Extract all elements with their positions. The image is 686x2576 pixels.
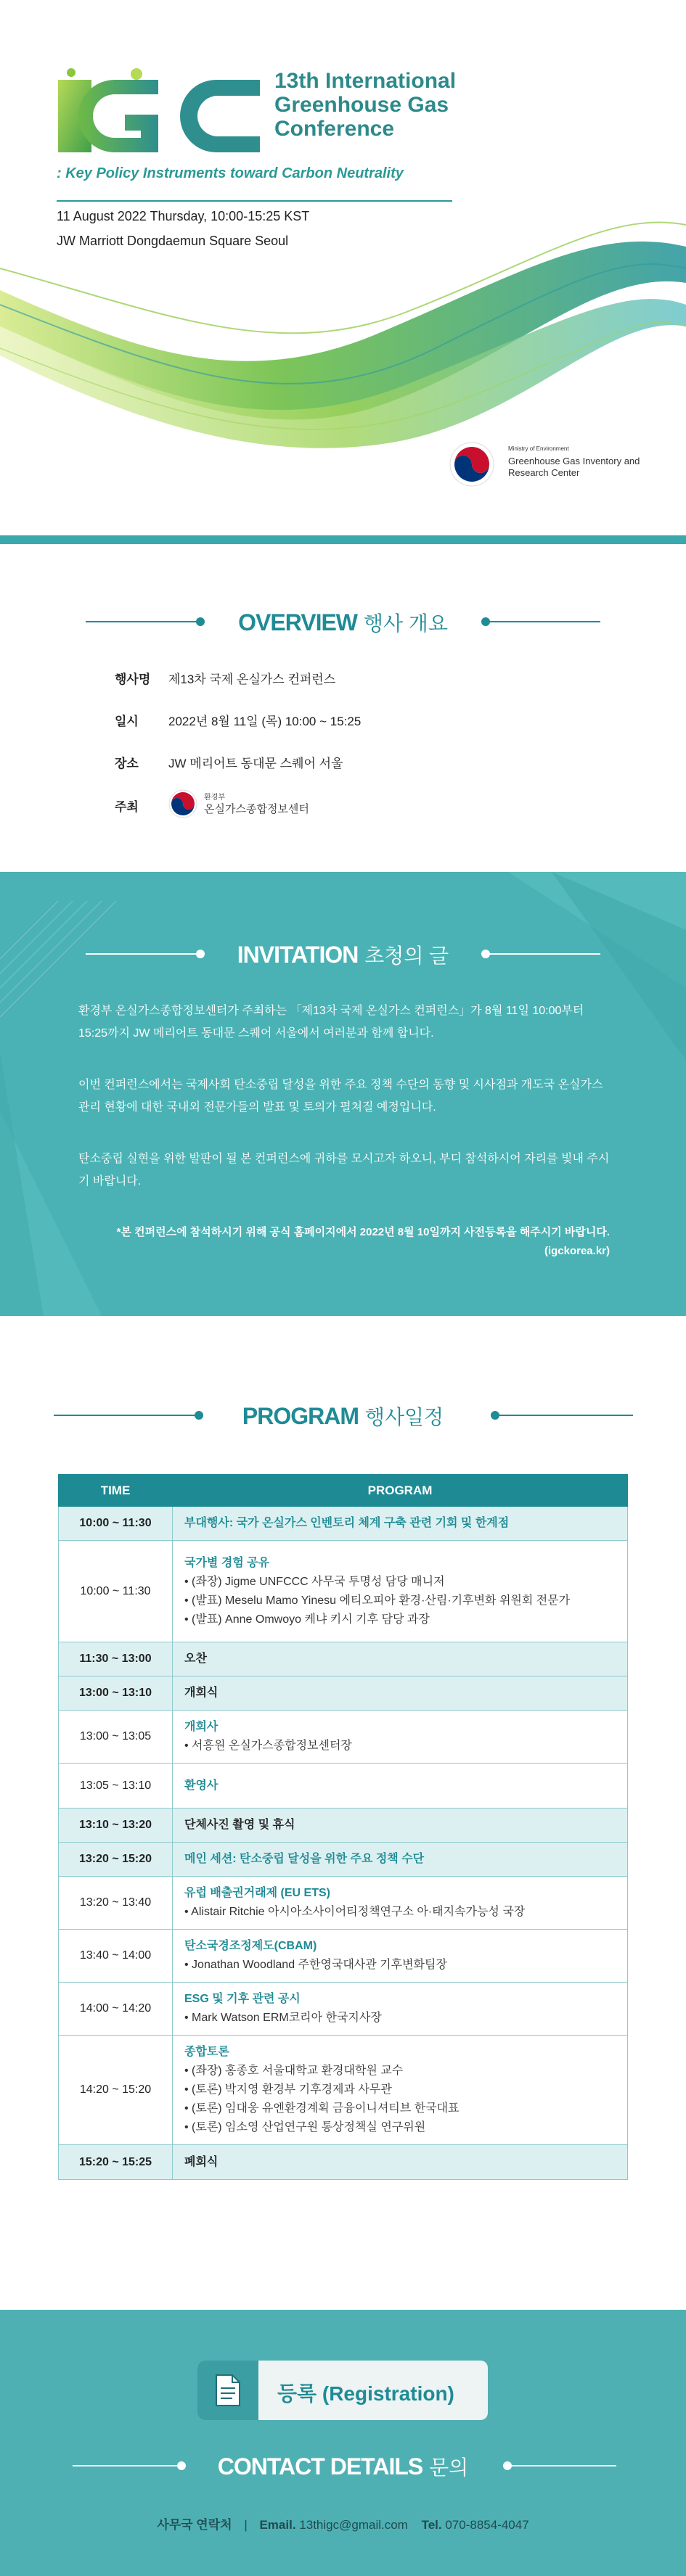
program-content <box>173 2145 628 2180</box>
registration-button[interactable] <box>197 2361 488 2420</box>
overview-value: 2022년 8월 11일 (목) 10:00 ~ 15:25 <box>168 715 362 728</box>
session-title: 탄소국경조정제도(CBAM) <box>184 1940 317 1952</box>
overview-row-venue <box>115 753 343 771</box>
program-column-header: PROGRAM <box>173 1475 628 1507</box>
program-row <box>59 1642 628 1676</box>
session-title: 단체사진 촬영 및 휴식 <box>184 1819 295 1831</box>
program-time: 13:05 ~ 13:10 <box>59 1764 173 1808</box>
overview-key: 주최 <box>115 800 139 814</box>
header-divider <box>57 200 452 202</box>
program-time: 14:00 ~ 14:20 <box>59 1983 173 2036</box>
ministry-logo <box>449 441 666 487</box>
time-column-header: TIME <box>59 1475 173 1507</box>
footer-section <box>0 2310 686 2576</box>
invitation-paragraph: 환경부 온실가스종합정보센터가 주최하는 「제13차 국제 온실가스 컨퍼런스」가 8월 11일 10:00부터 15:25까지 JW 메리어트 동대문 스퀘어 서울에서 여러분과 함께 합니다. <box>78 1005 584 1040</box>
overview-heading <box>0 604 686 640</box>
contact-title-ko: 문의 <box>429 2456 469 2479</box>
session-title: 국가별 경험 공유 <box>184 1556 270 1569</box>
program-time: 10:00 ~ 11:30 <box>59 1507 173 1541</box>
overview-row-host <box>115 797 168 815</box>
overview-value: JW 메리어트 동대문 스퀘어 서울 <box>168 757 343 770</box>
session-speaker: • Jonathan Woodland 주한영국대사관 기후변화팀장 <box>184 1956 616 1975</box>
contact-title-en: CONTACT DETAILS <box>217 2453 423 2480</box>
program-content <box>173 1507 628 1541</box>
program-time: 13:20 ~ 13:40 <box>59 1877 173 1930</box>
program-section <box>0 1316 686 2310</box>
conference-title <box>274 69 456 141</box>
session-title: 유럽 배출권거래제 (EU ETS) <box>184 1887 330 1899</box>
host-ministry-label: 환경부 <box>204 794 225 802</box>
conference-title-line-2: Greenhouse Gas <box>274 93 449 117</box>
tel-label: Tel. <box>421 2518 442 2532</box>
igc-logo <box>57 67 266 155</box>
ministry-center-name: Greenhouse Gas Inventory and Research Center <box>508 456 640 478</box>
session-speaker: • Alistair Ritchie 아시아소사이어티정책연구소 아·태지속가능성 국장 <box>184 1903 616 1922</box>
program-row <box>59 1983 628 2036</box>
event-date: 11 August 2022 Thursday, 10:00-15:25 KST <box>57 209 310 223</box>
program-row <box>59 1764 628 1808</box>
overview-section <box>0 546 686 872</box>
document-icon <box>215 2374 241 2407</box>
taegeuk-emblem-icon <box>449 441 495 487</box>
program-row <box>59 2145 628 2180</box>
program-content <box>173 1764 628 1808</box>
host-center-name: 온실가스종합정보센터 <box>204 803 309 815</box>
ministry-label: Ministry of Environment <box>508 445 569 452</box>
program-content <box>173 1877 628 1930</box>
overview-title-en: OVERVIEW <box>238 609 357 635</box>
program-content <box>173 2036 628 2145</box>
program-content <box>173 1642 628 1676</box>
program-row <box>59 1541 628 1642</box>
session-title: 부대행사: 국가 온실가스 인벤토리 체계 구축 관련 기회 및 한계점 <box>184 1517 510 1529</box>
session-speaker: • Mark Watson ERM코리아 한국지사장 <box>184 2009 616 2028</box>
registration-notice: *본 컨퍼런스에 참석하시기 위해 공식 홈페이지에서 2022년 8월 10일까지 사전등록을 해주시기 바랍니다. <box>116 1226 610 1238</box>
program-title-en: PROGRAM <box>242 1403 359 1429</box>
session-title: 개회사 <box>184 1721 219 1733</box>
program-content <box>173 1711 628 1764</box>
session-title: 종합토론 <box>184 2046 229 2058</box>
session-title: 폐회식 <box>184 2155 219 2168</box>
program-content <box>173 1808 628 1843</box>
invitation-heading <box>0 936 686 972</box>
taegeuk-emblem-icon <box>168 789 197 818</box>
program-content <box>173 1983 628 2036</box>
email-address[interactable]: 13thigc@gmail.com <box>299 2518 408 2532</box>
session-speaker: • (좌장) 홍종호 서울대학교 환경대학원 교수 <box>184 2062 616 2081</box>
registration-label: 등록 (Registration) <box>277 2382 454 2405</box>
conference-title-line-1: 13th International <box>274 69 457 93</box>
program-row <box>59 1711 628 1764</box>
invitation-section <box>0 872 686 1316</box>
session-speaker: • (발표) Anne Omwoyo 케냐 키시 기후 담당 과장 <box>184 1610 616 1629</box>
overview-title-ko: 행사 개요 <box>363 612 448 635</box>
program-time: 11:30 ~ 13:00 <box>59 1642 173 1676</box>
session-speaker: • (토론) 임대웅 유엔환경계획 금융이니셔티브 한국대표 <box>184 2099 616 2118</box>
program-time: 13:00 ~ 13:10 <box>59 1676 173 1711</box>
program-time: 13:40 ~ 14:00 <box>59 1930 173 1983</box>
registration-website: (igckorea.kr) <box>544 1245 610 1257</box>
header-section <box>0 0 686 544</box>
overview-key: 행사명 <box>115 672 151 686</box>
email-label: Email. <box>259 2518 296 2532</box>
table-header-row <box>59 1475 628 1507</box>
program-row <box>59 1877 628 1930</box>
overview-key: 일시 <box>115 715 139 728</box>
overview-row-name <box>115 669 335 687</box>
program-title-ko: 행사일정 <box>364 1406 444 1428</box>
session-title: 환영사 <box>184 1779 219 1792</box>
program-time: 14:20 ~ 15:20 <box>59 2036 173 2145</box>
contact-heading <box>0 2448 686 2484</box>
overview-value: 제13차 국제 온실가스 컨퍼런스 <box>168 672 336 686</box>
session-title: 오찬 <box>184 1653 207 1665</box>
session-title: 개회식 <box>184 1687 219 1699</box>
program-time: 15:20 ~ 15:25 <box>59 2145 173 2180</box>
program-content <box>173 1930 628 1983</box>
invitation-title-en: INVITATION <box>237 942 359 968</box>
invitation-paragraph: 탄소중립 실현을 위한 발판이 될 본 컨퍼런스에 귀하를 모시고자 하오니, 부디 참석하시어 자리를 빛내 주시기 바랍니다. <box>78 1153 610 1188</box>
session-title: ESG 및 기후 관련 공시 <box>184 1993 301 2005</box>
program-content <box>173 1843 628 1877</box>
session-speaker: • (토론) 박지영 환경부 기후경제과 사무관 <box>184 2081 616 2099</box>
overview-key: 장소 <box>115 757 139 770</box>
program-row <box>59 1930 628 1983</box>
program-row <box>59 1676 628 1711</box>
session-speaker: • (토론) 임소영 산업연구원 통상정책실 연구위원 <box>184 2118 616 2137</box>
invitation-paragraph: 이번 컨퍼런스에서는 국제사회 탄소중립 달성을 위한 주요 정책 수단의 동향 및 시사점과 개도국 온실가스 관리 현황에 대한 국내외 전문가들의 발표 및 토의가 펼쳐질 예정입니다. <box>78 1079 603 1114</box>
contact-details <box>0 2514 686 2532</box>
program-heading <box>0 1397 686 1433</box>
program-row <box>59 1808 628 1843</box>
office-label: 사무국 연락처 <box>157 2518 232 2532</box>
program-table-body <box>59 1507 628 2180</box>
program-content <box>173 1541 628 1642</box>
event-venue: JW Marriott Dongdaemun Square Seoul <box>57 234 289 248</box>
program-row <box>59 2036 628 2145</box>
program-row <box>59 1507 628 1541</box>
program-table <box>58 1474 628 2180</box>
overview-row-date <box>115 711 361 729</box>
program-content <box>173 1676 628 1711</box>
invitation-title-ko: 초청의 글 <box>364 945 449 967</box>
conference-subtitle: : Key Policy Instruments toward Carbon Neutrality <box>57 165 404 181</box>
program-row <box>59 1843 628 1877</box>
session-title: 메인 세션: 탄소중립 달성을 위한 주요 정책 수단 <box>184 1853 425 1865</box>
conference-title-line-3: Conference <box>274 117 395 141</box>
session-speaker: • (발표) Meselu Mamo Yinesu 에티오피아 환경·산림·기후변화 위원회 전문가 <box>184 1592 616 1610</box>
registration-icon-box <box>197 2361 258 2420</box>
program-time: 13:10 ~ 13:20 <box>59 1808 173 1843</box>
separator: | <box>244 2518 248 2532</box>
program-time: 13:20 ~ 15:20 <box>59 1843 173 1877</box>
program-time: 13:00 ~ 13:05 <box>59 1711 173 1764</box>
tel-number[interactable]: 070-8854-4047 <box>445 2518 529 2532</box>
session-speaker: • 서흥원 온실가스종합정보센터장 <box>184 1737 616 1756</box>
header-bottom-band <box>0 535 686 544</box>
session-speaker: • (좌장) Jigme UNFCCC 사무국 투명성 담당 매니저 <box>184 1573 616 1592</box>
program-time: 10:00 ~ 11:30 <box>59 1541 173 1642</box>
